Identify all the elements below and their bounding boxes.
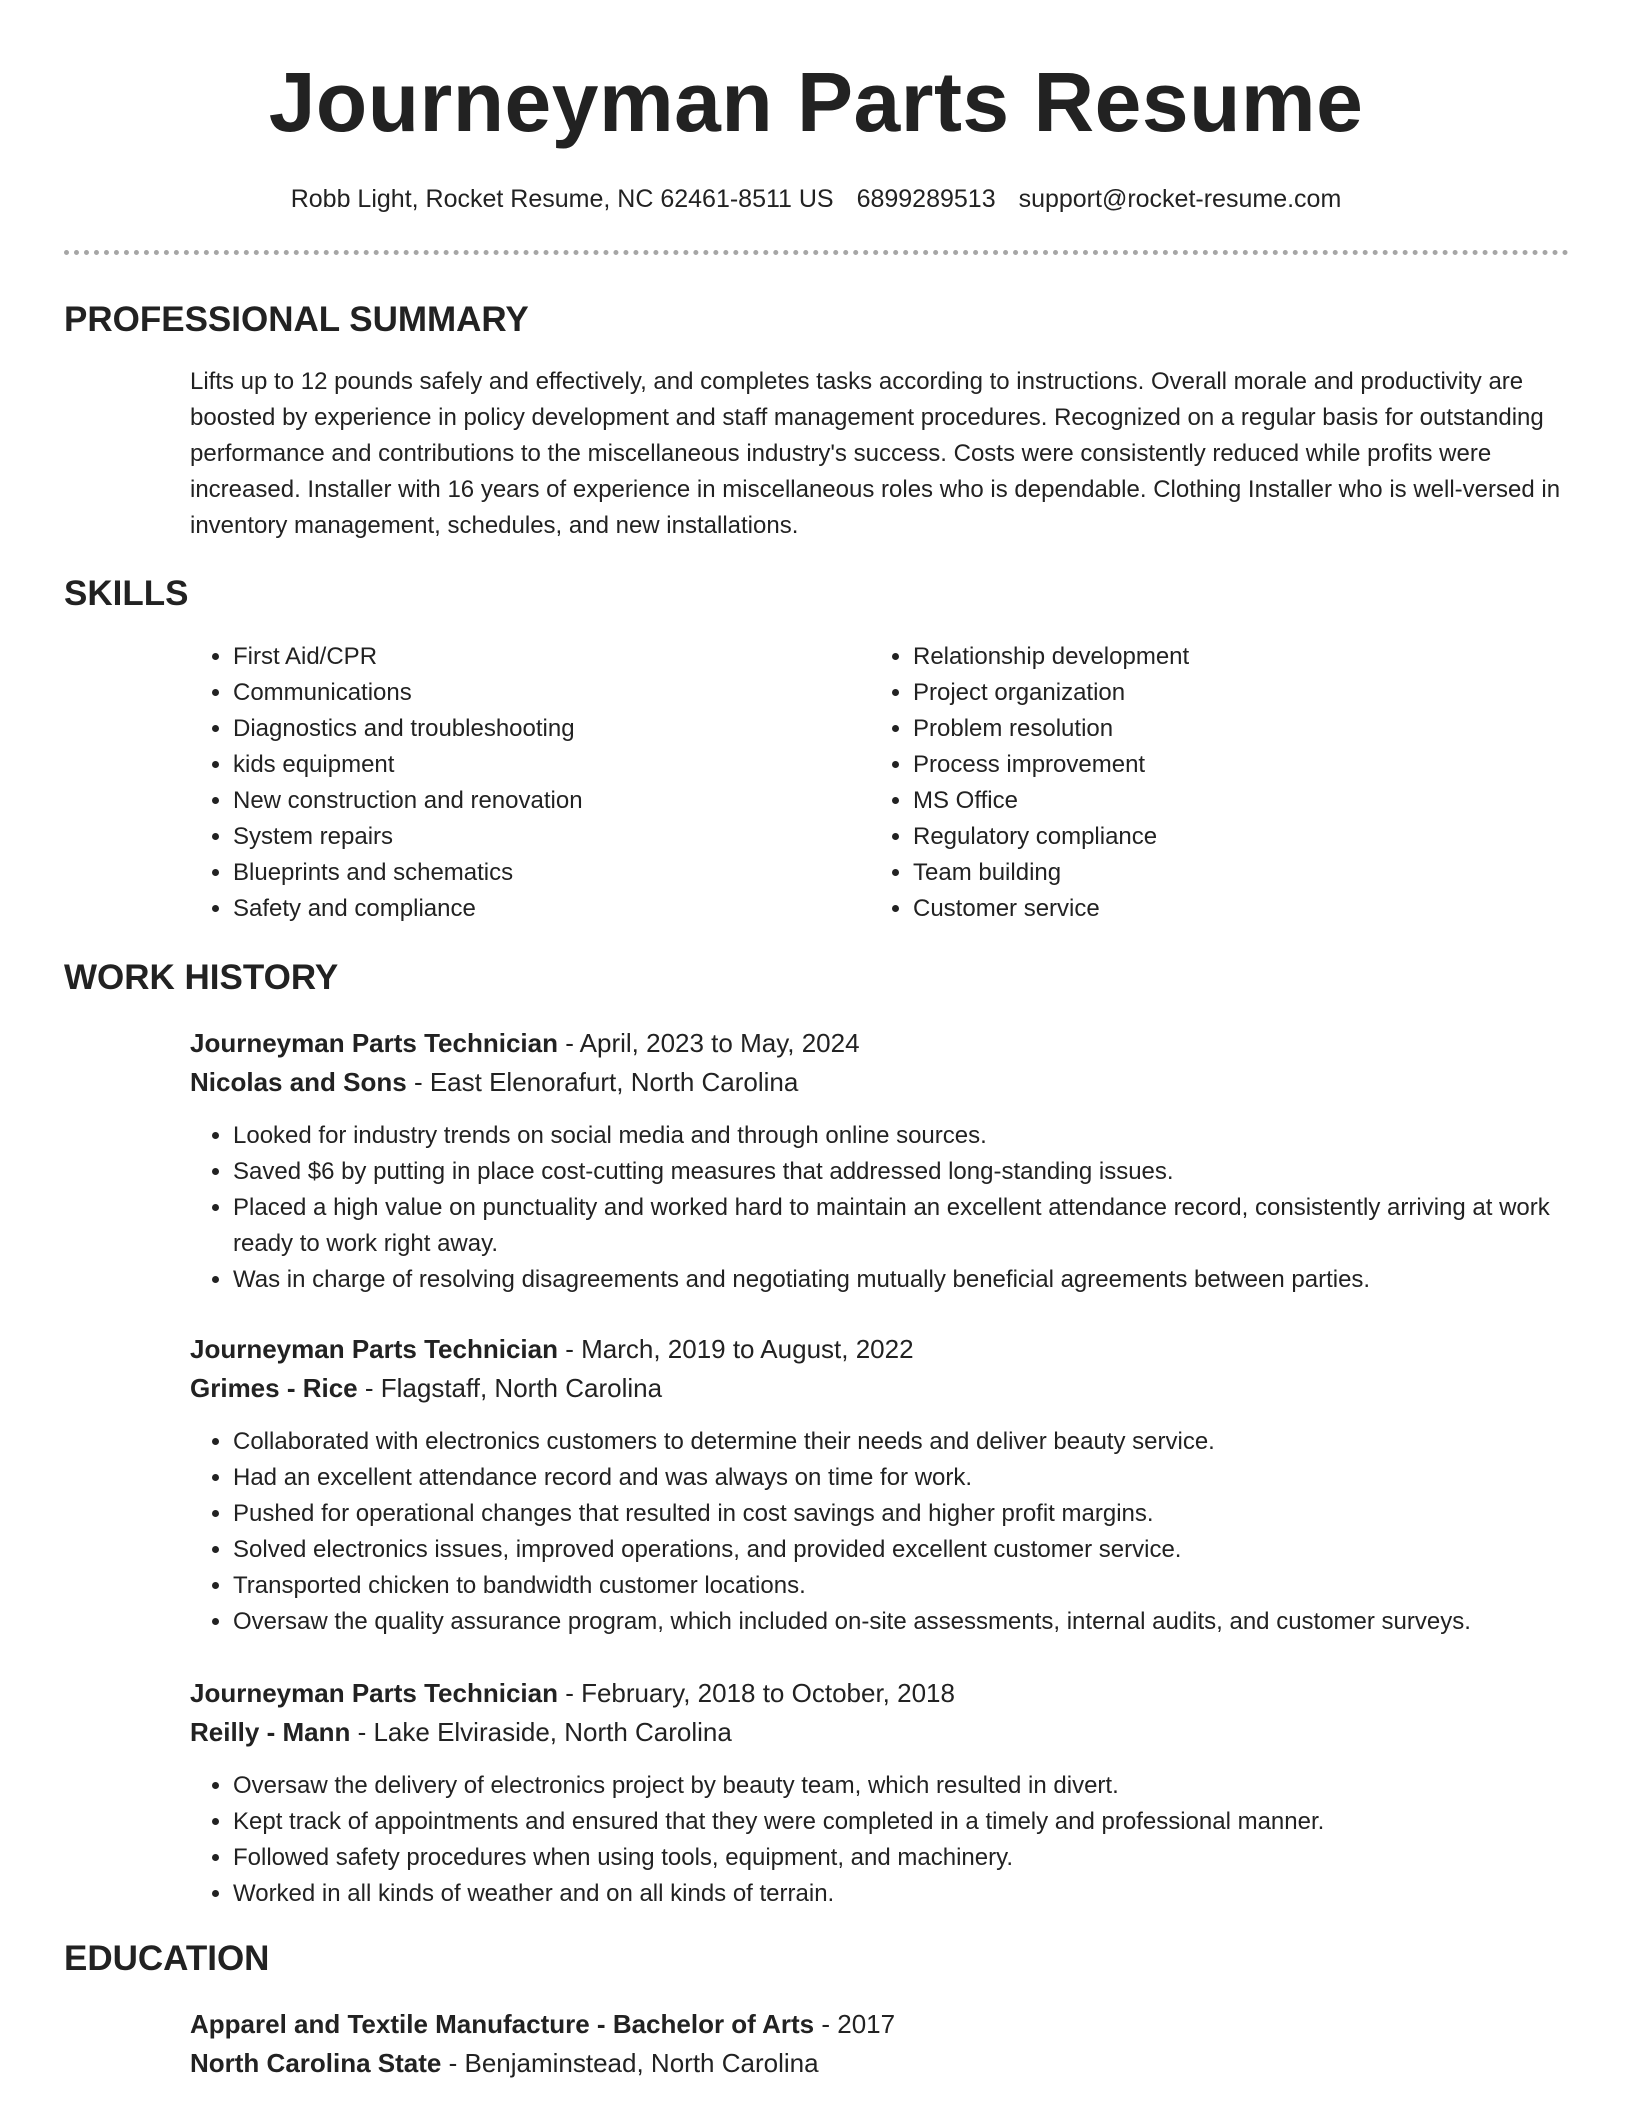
responsibility-item: • Oversaw the quality assurance program, which included on-site assessments, internal audits, and customer surveys.	[233, 1604, 1570, 1640]
work-heading: WORK HISTORY	[64, 958, 339, 997]
skills-list-left	[190, 639, 853, 927]
job-company-line	[190, 1713, 1570, 1751]
job-company: Reilly - Mann	[190, 1717, 351, 1747]
skill-item: • Communications	[233, 675, 853, 711]
responsibility-item: • Transported chicken to bandwidth customer locations.	[233, 1568, 1570, 1604]
responsibility-item: • Collaborated with electronics customers to determine their needs and deliver beauty service.	[233, 1424, 1570, 1460]
job-dates: - February, 2018 to October, 2018	[557, 1678, 955, 1708]
job-company: Grimes - Rice	[190, 1373, 358, 1403]
skills-list-right	[870, 639, 1533, 927]
summary-text: Lifts up to 12 pounds safely and effectively, and completes tasks according to instructions. Overall morale and productivity are boosted by experience in policy development and staff management procedures. Recognized on a regular basis for outstanding performance and contributions to the miscellaneous industry's success. Costs were consistently reduced while profits were increased. Installer with 16 years of experience in miscellaneous roles who is dependable. Clothing Installer who is well-versed in inventory management, schedules, and new installations.	[190, 368, 1561, 539]
skill-item: • Process improvement	[913, 747, 1533, 783]
job-title-line	[190, 1330, 1570, 1368]
job-location: - East Elenorafurt, North Carolina	[406, 1067, 799, 1097]
job-responsibilities	[190, 1424, 1570, 1640]
education-degree-line	[190, 2005, 1570, 2043]
education-school-line	[190, 2044, 1570, 2082]
skill-item: • Team building	[913, 855, 1533, 891]
responsibility-item: • Pushed for operational changes that resulted in cost savings and higher profit margins.	[233, 1496, 1570, 1532]
contact-email: support@rocket-resume.com	[1018, 185, 1342, 213]
job-dates: - April, 2023 to May, 2024	[557, 1028, 860, 1058]
skill-item: • New construction and renovation	[233, 783, 853, 819]
skill-item: • Customer service	[913, 891, 1533, 927]
header-divider	[64, 250, 1569, 255]
responsibility-item: • Had an excellent attendance record and was always on time for work.	[233, 1460, 1570, 1496]
education-school: North Carolina State	[190, 2048, 442, 2078]
job-title: Journeyman Parts Technician	[190, 1678, 558, 1708]
responsibility-item: • Oversaw the delivery of electronics project by beauty team, which resulted in divert.	[233, 1768, 1570, 1804]
skill-item: • Problem resolution	[913, 711, 1533, 747]
job-title-line	[190, 1024, 1570, 1062]
responsibility-item: • Was in charge of resolving disagreements and negotiating mutually beneficial agreements between parties.	[233, 1262, 1570, 1298]
job-responsibilities	[190, 1118, 1570, 1298]
skill-item: • Diagnostics and troubleshooting	[233, 711, 853, 747]
job-location: - Lake Elviraside, North Carolina	[350, 1717, 732, 1747]
skill-item: • Regulatory compliance	[913, 819, 1533, 855]
education-location: - Benjaminstead, North Carolina	[441, 2048, 819, 2078]
job-responsibilities	[190, 1768, 1570, 1912]
responsibility-item: • Kept track of appointments and ensured that they were completed in a timely and professional manner.	[233, 1804, 1570, 1840]
responsibility-item: • Saved $6 by putting in place cost-cutting measures that addressed long-standing issues.	[233, 1154, 1570, 1190]
skill-item: • Relationship development	[913, 639, 1533, 675]
contact-address: Robb Light, Rocket Resume, NC 62461-8511 US	[290, 185, 834, 213]
job-company-line	[190, 1063, 1570, 1101]
education-heading: EDUCATION	[64, 1939, 270, 1978]
skill-item: • Blueprints and schematics	[233, 855, 853, 891]
contact-line	[0, 182, 1632, 216]
responsibility-item: • Placed a high value on punctuality and worked hard to maintain an excellent attendance record, consistently arriving at work ready to work right away.	[233, 1190, 1570, 1262]
resume-title: Journeyman Parts Resume	[268, 55, 1364, 149]
job-title: Journeyman Parts Technician	[190, 1334, 558, 1364]
responsibility-item: • Solved electronics issues, improved operations, and provided excellent customer service.	[233, 1532, 1570, 1568]
skill-item: • MS Office	[913, 783, 1533, 819]
job-location: - Flagstaff, North Carolina	[357, 1373, 663, 1403]
skills-heading: SKILLS	[64, 574, 189, 613]
job-company-line	[190, 1369, 1570, 1407]
skill-item: • Safety and compliance	[233, 891, 853, 927]
responsibility-item: • Followed safety procedures when using tools, equipment, and machinery.	[233, 1840, 1570, 1876]
skill-item: • Project organization	[913, 675, 1533, 711]
skill-item: • First Aid/CPR	[233, 639, 853, 675]
job-company: Nicolas and Sons	[190, 1067, 407, 1097]
job-title: Journeyman Parts Technician	[190, 1028, 558, 1058]
responsibility-item: • Worked in all kinds of weather and on all kinds of terrain.	[233, 1876, 1570, 1912]
job-dates: - March, 2019 to August, 2022	[557, 1334, 914, 1364]
responsibility-item: • Looked for industry trends on social media and through online sources.	[233, 1118, 1570, 1154]
skill-item: • System repairs	[233, 819, 853, 855]
contact-phone: 6899289513	[856, 185, 996, 213]
job-title-line	[190, 1674, 1570, 1712]
education-degree: Apparel and Textile Manufacture - Bachelor of Arts	[190, 2009, 815, 2039]
summary-heading: PROFESSIONAL SUMMARY	[64, 300, 529, 339]
education-year: - 2017	[814, 2009, 896, 2039]
skill-item: • kids equipment	[233, 747, 853, 783]
